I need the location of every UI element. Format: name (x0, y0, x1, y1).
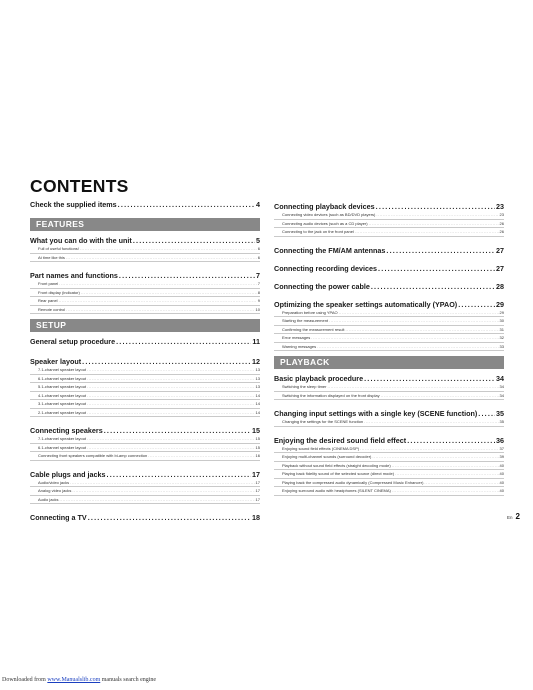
toc-sub-entry-page: 6 (257, 254, 260, 260)
sub-list (30, 280, 260, 314)
toc-sub-entry-page: 8 (257, 289, 260, 295)
toc-right-column (274, 202, 504, 496)
dot-leader (372, 453, 498, 461)
dot-leader (87, 383, 255, 391)
toc-entry-speaker-layout[interactable]: Speaker layout ..... 12 (30, 357, 260, 366)
toc-sub-entry-label: Error messages (282, 335, 311, 340)
toc-left-column (30, 200, 260, 522)
toc-sub-entry-label: Connecting audio devices (such as a CD player) (282, 220, 368, 226)
dot-leader (327, 383, 498, 391)
toc-sub-entry-page: 26 (499, 229, 504, 234)
toc-sub-entry-label: 6.1-channel speaker layout (38, 444, 87, 450)
toc-sub-entry[interactable] (274, 383, 504, 392)
dot-leader (87, 435, 255, 443)
toc-sub-entry[interactable] (274, 317, 504, 326)
section-heading-setup: SETUP (30, 319, 260, 332)
toc-sub-entry-page: 39 (499, 454, 504, 459)
toc-sub-entry-label: Enjoying multi-channel sounds (surround decoder) (282, 454, 372, 459)
toc-sub-entry-page: 26 (499, 220, 504, 226)
toc-sub-entry[interactable] (30, 289, 260, 298)
toc-sub-entry[interactable] (30, 306, 260, 315)
toc-entry-ypao[interactable]: Optimizing the speaker settings automatically (YPAO) ..... 29 (274, 300, 504, 309)
toc-sub-entry[interactable] (274, 479, 504, 488)
toc-sub-entry-label: Enjoying sound field effects (CINEMA DSP) (282, 445, 360, 451)
toc-sub-entry[interactable] (274, 334, 504, 343)
toc-sub-entry[interactable] (30, 375, 260, 384)
dot-leader (381, 392, 499, 400)
toc-sub-entry-label: Preparation before using YPAO (282, 309, 338, 315)
page-title: CONTENTS (30, 176, 129, 196)
toc-sub-entry-page: 6 (257, 246, 260, 251)
toc-sub-entry-label: Playing back the compressed audio dynamically (Compressed Music Enhancer) (282, 479, 424, 485)
toc-sub-entry[interactable] (30, 280, 260, 289)
toc-sub-entry-page: 7 (257, 281, 260, 286)
dot-leader (392, 487, 499, 495)
dot-leader (355, 228, 499, 236)
toc-sub-entry-page: 14 (255, 392, 260, 398)
toc-sub-entry[interactable] (274, 228, 504, 237)
toc-sub-entry-page: 40 (499, 471, 504, 476)
sub-list (30, 479, 260, 505)
toc-sub-entry[interactable] (30, 452, 260, 461)
sub-list (274, 418, 504, 427)
toc-sub-entry-label: Playing back fidelity sound of the selected source (direct mode) (282, 471, 395, 476)
toc-sub-entry-page: 13 (255, 367, 260, 372)
toc-sub-entry-label: Starting the measurement (282, 318, 329, 323)
toc-sub-entry[interactable] (30, 254, 260, 263)
sub-list (274, 309, 504, 352)
page-number (507, 512, 520, 521)
toc-sub-entry-label: Connecting front speakers compatible with bi-amp connection (38, 453, 148, 458)
toc-sub-entry-page: 32 (499, 335, 504, 340)
toc-sub-entry-page: 30 (499, 318, 504, 323)
toc-sub-entry-page: 40 (499, 479, 504, 485)
dot-leader (329, 317, 499, 325)
toc-entry-recording[interactable]: Connecting recording devices ..... 27 (274, 264, 504, 273)
toc-sub-entry[interactable] (30, 487, 260, 496)
dot-leader (345, 326, 498, 334)
toc-entry-general-setup[interactable]: General setup procedure ..... 11 (30, 337, 260, 346)
dot-leader (70, 479, 254, 487)
toc-entry-power-cable[interactable]: Connecting the power cable ..... 28 (274, 282, 504, 291)
dot-leader (87, 375, 255, 383)
toc-sub-entry[interactable] (274, 220, 504, 229)
toc-sub-entry-page: 40 (499, 462, 504, 468)
sub-list (30, 245, 260, 262)
page-number-prefix: En (507, 515, 513, 520)
toc-sub-entry-page: 17 (255, 488, 260, 493)
sub-list (274, 445, 504, 496)
toc-sub-entry-page: 33 (499, 343, 504, 349)
toc-sub-entry[interactable] (30, 297, 260, 306)
toc-sub-entry-label: Confirming the measurement result (282, 326, 345, 332)
toc-sub-entry[interactable] (30, 444, 260, 453)
toc-sub-entry-page: 37 (499, 445, 504, 451)
toc-sub-entry-label: 7.1-channel speaker layout (38, 367, 87, 372)
toc-sub-entry[interactable] (30, 435, 260, 444)
dot-leader (80, 245, 257, 253)
toc-sub-entry-page: 35 (499, 419, 504, 424)
toc-sub-entry-label: Front panel (38, 281, 59, 286)
toc-sub-entry-label: Enjoying surround audio with headphones (SILENT CINEMA) (282, 488, 391, 493)
dot-leader (59, 297, 257, 305)
toc-sub-entry-label: 2.1-channel speaker layout (38, 409, 87, 415)
toc-sub-entry-page: 15 (255, 444, 260, 450)
dot-leader (311, 334, 498, 342)
toc-sub-entry-page: 17 (255, 496, 260, 502)
dot-leader (360, 445, 498, 453)
toc-sub-entry-page: 34 (499, 384, 504, 389)
toc-sub-entry-page: 9 (257, 298, 260, 303)
toc-sub-entry-page: 31 (499, 326, 504, 332)
toc-sub-entry-page: 13 (255, 375, 260, 381)
toc-sub-entry[interactable] (274, 392, 504, 401)
toc-sub-entry-page: 34 (499, 392, 504, 398)
dot-leader (59, 496, 254, 504)
sub-list (30, 366, 260, 417)
toc-sub-entry-page: 23 (499, 212, 504, 217)
toc-sub-entry[interactable] (30, 366, 260, 375)
toc-entry-part-names[interactable]: Part names and functions ..... 7 (30, 271, 260, 280)
dot-leader (87, 409, 255, 417)
toc-sub-entry-page: 13 (255, 384, 260, 389)
toc-sub-entry[interactable] (274, 487, 504, 496)
toc-sub-entry[interactable] (30, 383, 260, 392)
toc-sub-entry-label: 4.1-channel speaker layout (38, 392, 87, 398)
dot-leader (81, 289, 257, 297)
toc-sub-entry-label: Full of useful functions! (38, 246, 79, 251)
toc-sub-entry-label: At time like this (38, 254, 65, 260)
toc-entry-playback-devices[interactable]: Connecting playback devices ..... 23 (274, 202, 504, 211)
section-heading-features: FEATURES (30, 218, 260, 231)
dot-leader (66, 254, 257, 262)
toc-sub-entry-label: 5.1-channel speaker layout (38, 384, 87, 389)
dot-leader (72, 487, 254, 495)
footer-suffix: manuals search engine (100, 677, 157, 683)
toc-sub-entry[interactable] (274, 470, 504, 479)
dot-leader (87, 366, 255, 374)
toc-sub-entry[interactable] (30, 392, 260, 401)
toc-entry-scene[interactable]: Changing input settings with a single key (SCENE function) ..... 35 (274, 409, 504, 418)
toc-entry-fm-am[interactable]: Connecting the FM/AM antennas ..... 27 (274, 246, 504, 255)
toc-sub-entry-label: Front display (indicator) (38, 289, 80, 295)
toc-sub-entry-label: Warning messages (282, 343, 317, 349)
dot-leader (376, 211, 498, 219)
toc-sub-entry-label: Audio/video jacks (38, 479, 70, 485)
toc-sub-entry[interactable] (30, 496, 260, 505)
toc-entry-cable-plugs[interactable]: Cable plugs and jacks ..... 17 (30, 470, 260, 479)
dot-leader (392, 462, 499, 470)
toc-sub-entry-page: 16 (255, 453, 260, 458)
toc-sub-entry-label: Audio jacks (38, 496, 59, 502)
section-heading-playback: PLAYBACK (274, 356, 504, 369)
footer-prefix: Downloaded from (2, 677, 48, 683)
toc-sub-entry-label: Connecting to the jack on the front panel (282, 229, 354, 234)
toc-sub-entry-label: Changing the settings for the SCENE function (282, 419, 364, 424)
toc-sub-entry-label: Switching the information displayed on the front display (282, 392, 380, 398)
download-footer (2, 677, 156, 683)
toc-sub-entry[interactable] (30, 479, 260, 488)
dot-leader (317, 343, 498, 351)
sub-list (274, 383, 504, 400)
dot-leader (87, 392, 255, 400)
dot-leader (339, 309, 499, 317)
toc-sub-entry-label: 3.1-channel speaker layout (38, 401, 87, 406)
toc-sub-entry[interactable] (30, 409, 260, 418)
toc-entry-basic-playback[interactable]: Basic playback procedure ..... 34 (274, 374, 504, 383)
toc-sub-entry[interactable] (30, 400, 260, 409)
toc-sub-entry-page: 10 (255, 306, 260, 312)
toc-sub-entry-page: 17 (255, 479, 260, 485)
toc-sub-entry[interactable] (274, 418, 504, 427)
toc-sub-entry-label: 6.1-channel speaker layout (38, 375, 87, 381)
toc-sub-entry-label: Switching the sleep timer (282, 384, 327, 389)
toc-sub-entry-page: 29 (499, 309, 504, 315)
toc-sub-entry-page: 14 (255, 401, 260, 406)
toc-sub-entry[interactable] (274, 453, 504, 462)
toc-sub-entry-label: Remote control (38, 306, 66, 312)
toc-entry-connecting-tv[interactable]: Connecting a TV ..... 18 (30, 513, 260, 522)
toc-sub-entry[interactable] (274, 326, 504, 335)
dot-leader (87, 444, 255, 452)
toc-entry-sound-field[interactable]: Enjoying the desired sound field effect ..... 36 (274, 436, 504, 445)
toc-sub-entry-label: Playback without sound field effects (straight decoding mode) (282, 462, 391, 468)
toc-sub-entry[interactable] (274, 343, 504, 352)
toc-sub-entry-label: Analog video jacks (38, 488, 72, 493)
toc-entry-what-you-can-do[interactable]: What you can do with the unit ..... 5 (30, 236, 260, 245)
toc-sub-entry[interactable] (274, 211, 504, 220)
dot-leader (369, 220, 499, 228)
toc-sub-entry[interactable] (274, 445, 504, 454)
sub-list (30, 435, 260, 461)
toc-sub-entry-label: 7.1-channel speaker layout (38, 436, 87, 441)
toc-sub-entry[interactable] (30, 245, 260, 254)
toc-sub-entry-label: Rear panel (38, 298, 58, 303)
toc-entry-check-items[interactable]: Check the supplied items ..... 4 (30, 200, 260, 209)
dot-leader (66, 306, 254, 314)
sub-list (274, 211, 504, 237)
toc-entry-connecting-speakers[interactable]: Connecting speakers ..... 15 (30, 426, 260, 435)
dot-leader (364, 418, 498, 426)
toc-sub-entry[interactable] (274, 309, 504, 318)
dot-leader (87, 400, 255, 408)
footer-link[interactable]: www.Manualslib.com (47, 677, 101, 683)
toc-sub-entry-label: Connecting video devices (such as BD/DVD players) (282, 212, 376, 217)
dot-leader (424, 479, 498, 487)
dot-leader (59, 280, 257, 288)
toc-sub-entry[interactable] (274, 462, 504, 471)
toc-sub-entry-page: 40 (499, 488, 504, 493)
toc-sub-entry-page: 15 (255, 436, 260, 441)
dot-leader (148, 452, 254, 460)
page-number-value: 2 (515, 512, 520, 521)
toc-sub-entry-page: 14 (255, 409, 260, 415)
dot-leader (395, 470, 498, 478)
